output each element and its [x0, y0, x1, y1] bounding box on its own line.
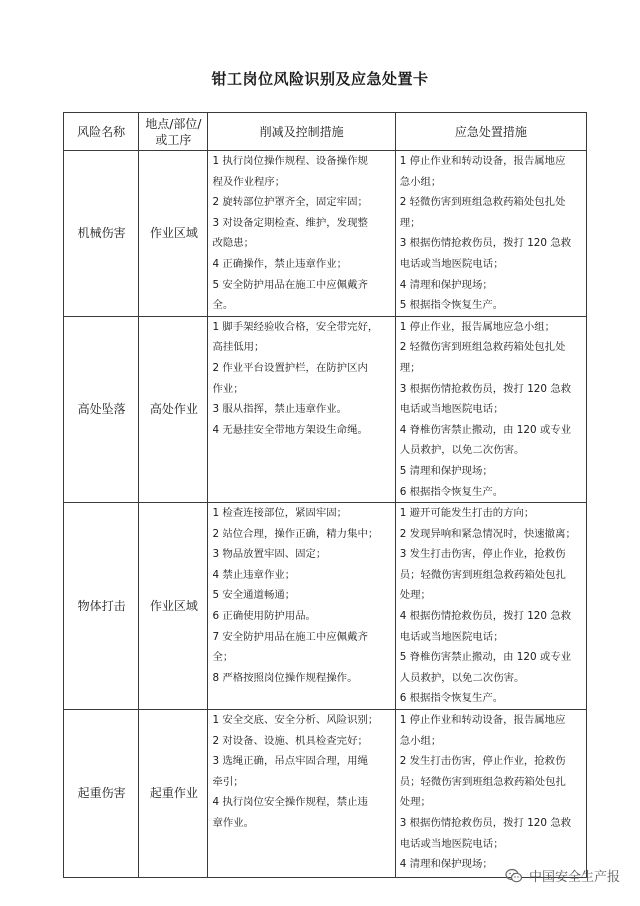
- response-measure-line: 3 根据伤情抢救伤员，拨打 120 急救: [399, 382, 572, 395]
- response-measure-line: 2 发现异响和紧急情况时，快速撤离；: [399, 527, 576, 540]
- response-measure-line: 1 停止作业和转动设备，报告属地应: [399, 714, 566, 727]
- response-measure-line: 3 根据伤情抢救伤员，拨打 120 急救: [399, 237, 572, 250]
- risk-name-cell: 物体打击: [64, 503, 139, 710]
- response-measure-line: 5 脊椎伤害禁止搬动，由 120 或专业: [399, 651, 572, 664]
- header-location-line1: 地点/部位/: [145, 116, 202, 131]
- header-location: [139, 113, 208, 151]
- control-measure-line: 2 对设备、设施、机具检查完好；: [212, 734, 368, 747]
- control-measure-line: 1 安全交底、安全分析、风险识别；: [212, 714, 379, 727]
- response-measure-line: 电话或当地医院电话；: [399, 630, 504, 643]
- control-measure-line: 2 旋转部位护罩齐全，固定牢固；: [212, 196, 368, 209]
- response-measure-line: 电话或当地医院电话；: [399, 837, 504, 850]
- response-measure-line: 电话或当地医院电话；: [399, 257, 504, 270]
- response-measure-line: 员；轻微伤害到班组急救药箱处包扎: [399, 775, 566, 788]
- location-cell: 高处作业: [139, 316, 208, 502]
- control-measures-cell: [208, 151, 395, 317]
- response-measure-line: 5 根据指令恢复生产。: [399, 299, 504, 312]
- response-measure-line: 1 停止作业，报告属地应急小组；: [399, 320, 556, 333]
- response-measure-line: 2 发生打击伤害，停止作业，抢救伤: [399, 755, 566, 768]
- response-measure-line: 理；: [399, 216, 421, 229]
- header-location-line2: 或工序: [155, 132, 192, 147]
- header-response: 应急处置措施: [395, 113, 586, 151]
- location-cell: 起重作业: [139, 710, 208, 878]
- control-measure-line: 高挂低用；: [212, 341, 265, 354]
- control-measure-line: 4 执行岗位安全操作规程，禁止违: [212, 796, 368, 809]
- response-measure-line: 6 根据指令恢复生产。: [399, 692, 504, 705]
- response-measure-line: 1 避开可能发生打击的方向；: [399, 507, 535, 520]
- response-measure-line: 5 清理和保护现场；: [399, 464, 493, 477]
- response-measure-line: 电话或当地医院电话；: [399, 403, 504, 416]
- header-control: 削减及控制措施: [208, 113, 395, 151]
- control-measure-line: 6 正确使用防护用品。: [212, 610, 316, 623]
- response-measure-line: 1 停止作业和转动设备，报告属地应: [399, 155, 566, 167]
- response-measure-line: 4 清理和保护现场；: [399, 858, 493, 871]
- risk-table: [63, 112, 587, 878]
- response-measure-line: 人员救护，以免二次伤害。: [399, 671, 525, 684]
- control-measure-line: 4 无悬挂安全带地方架设生命绳。: [212, 423, 368, 436]
- control-measure-line: 全。: [212, 299, 234, 312]
- table-row: [64, 710, 587, 878]
- control-measure-line: 牵引；: [212, 775, 244, 788]
- header-risk-name: 风险名称: [64, 113, 139, 151]
- table-row: [64, 503, 587, 710]
- table-body: [64, 151, 587, 878]
- control-measure-line: 全；: [212, 651, 234, 664]
- risk-name-cell: 起重伤害: [64, 710, 139, 878]
- response-measure-line: 理；: [399, 361, 421, 374]
- control-measures-cell: [208, 710, 395, 878]
- response-measure-line: 4 脊椎伤害禁止搬动，由 120 或专业: [399, 423, 572, 436]
- table-header-row: [64, 113, 587, 151]
- response-measures-cell: [395, 503, 586, 710]
- control-measure-line: 程及作业程序；: [212, 175, 286, 188]
- control-measure-line: 2 作业平台设置护栏，在防护区内: [212, 361, 368, 374]
- response-measure-line: 处理；: [399, 796, 431, 809]
- control-measure-line: 1 检查连接部位，紧固牢固；: [212, 507, 348, 520]
- control-measure-line: 1 执行岗位操作规程、设备操作规: [212, 155, 368, 167]
- control-measures-cell: [208, 316, 395, 502]
- risk-name-cell: 机械伤害: [64, 151, 139, 317]
- control-measure-line: 3 选绳正确，吊点牢固合理，用绳: [212, 755, 368, 768]
- control-measure-line: 1 脚手架经验收合格，安全带完好，: [212, 320, 379, 333]
- response-measures-cell: [395, 710, 586, 878]
- response-measure-line: 急小组；: [399, 734, 442, 747]
- control-measure-line: 改隐患；: [212, 237, 255, 250]
- response-measure-line: 4 根据伤情抢救伤员，拨打 120 急救: [399, 610, 572, 623]
- control-measure-line: 5 安全通道畅通；: [212, 589, 296, 602]
- control-measure-line: 3 物品放置牢固、固定；: [212, 548, 327, 561]
- watermark: [505, 866, 620, 885]
- response-measure-line: 6 根据指令恢复生产。: [399, 485, 504, 498]
- control-measure-line: 作业；: [212, 382, 244, 395]
- control-measure-line: 2 站位合理，操作正确，精力集中；: [212, 527, 379, 540]
- response-measure-line: 员；轻微伤害到班组急救药箱处包扎: [399, 568, 566, 581]
- control-measure-line: 5 安全防护用品在施工中应佩戴齐: [212, 278, 368, 291]
- response-measures-cell: [395, 151, 586, 317]
- control-measure-line: 7 安全防护用品在施工中应佩戴齐: [212, 630, 368, 643]
- control-measure-line: 4 禁止违章作业；: [212, 568, 296, 581]
- location-cell: 作业区域: [139, 151, 208, 317]
- control-measure-line: 4 正确操作，禁止违章作业；: [212, 257, 348, 270]
- response-measures-cell: [395, 316, 586, 502]
- page-title: 钳工岗位风险识别及应急处置卡: [211, 70, 429, 88]
- table-row: [64, 151, 587, 317]
- response-measure-line: 人员救护，以免二次伤害。: [399, 444, 525, 457]
- control-measure-line: 3 对设备定期检查、维护，发现整: [212, 216, 368, 229]
- control-measure-line: 章作业。: [212, 817, 255, 829]
- response-measure-line: 3 发生打击伤害，停止作业，抢救伤: [399, 548, 566, 561]
- location-cell: 作业区域: [139, 503, 208, 710]
- response-measure-line: 2 轻微伤害到班组急救药箱处包扎处: [399, 341, 566, 354]
- response-measure-line: 处理；: [399, 589, 431, 602]
- wechat-icon: [505, 868, 523, 884]
- control-measures-cell: [208, 503, 395, 710]
- risk-name-cell: 高处坠落: [64, 316, 139, 502]
- control-measure-line: 8 严格按照岗位操作规程操作。: [212, 671, 358, 684]
- response-measure-line: 急小组；: [399, 175, 442, 188]
- response-measure-line: 2 轻微伤害到班组急救药箱处包扎处: [399, 196, 566, 209]
- watermark-text: 中国安全生产报: [528, 870, 620, 885]
- table-row: [64, 316, 587, 502]
- response-measure-line: 4 清理和保护现场；: [399, 278, 493, 291]
- response-measure-line: 3 根据伤情抢救伤员，拨打 120 急救: [399, 817, 572, 829]
- control-measure-line: 3 服从指挥，禁止违章作业。: [212, 403, 348, 416]
